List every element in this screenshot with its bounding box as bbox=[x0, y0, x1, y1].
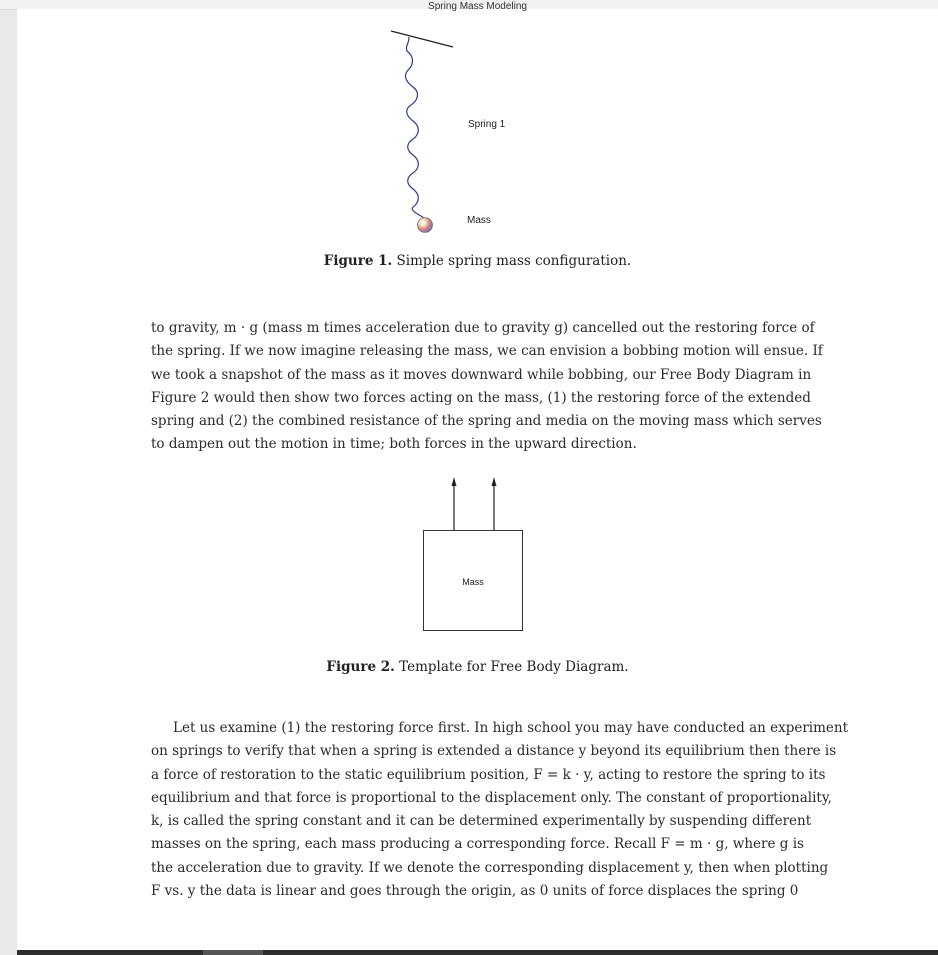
paragraph-1-line: the spring. If we now imagine releasing the mass, we can envision a bobbing motion will ensue. If bbox=[151, 343, 823, 360]
force-arrowhead-1 bbox=[452, 477, 457, 486]
paragraph-2-line: F vs. y the data is linear and goes through the origin, as 0 units of force displaces the spring 0 bbox=[151, 883, 799, 900]
figure2-caption-lead: Figure 2. bbox=[326, 659, 395, 675]
spring-label: Spring 1 bbox=[468, 119, 506, 130]
mass-label: Mass bbox=[467, 215, 491, 226]
figure2-caption-text: Template for Free Body Diagram. bbox=[399, 659, 629, 675]
horizontal-scrollbar[interactable] bbox=[17, 950, 938, 955]
document-page bbox=[17, 1, 938, 950]
paragraph-2-line: a force of restoration to the static equilibrium position, F = k · y, acting to restore the spring to its bbox=[151, 766, 826, 783]
paragraph-1-line: to gravity, m · g (mass m times acceleration due to gravity g) cancelled out the restoring force of bbox=[151, 320, 815, 336]
paragraph-1-line: Figure 2 would then show two forces acting on the mass, (1) the restoring force of the extended bbox=[151, 389, 811, 406]
paragraph-2-line: masses on the spring, each mass producing a corresponding force. Recall F = m · g, where g is bbox=[151, 836, 804, 853]
figure1-title: Spring Mass Modeling bbox=[428, 1, 527, 12]
paragraph-2-line: the acceleration due to gravity. If we denote the corresponding displacement y, then when plotting bbox=[151, 859, 829, 876]
figure1-caption-text: Simple spring mass configuration. bbox=[396, 253, 632, 269]
paragraph-1-line: spring and (2) the combined resistance of the spring and media on the moving mass which serves bbox=[151, 413, 822, 430]
figure1-caption-lead: Figure 1. bbox=[323, 253, 393, 269]
paragraph-1-line: to dampen out the motion in time; both forces in the upward direction. bbox=[151, 436, 637, 453]
scrollbar-thumb[interactable] bbox=[203, 950, 263, 955]
paragraph-2-line: on springs to verify that when a spring is extended a distance y beyond its equilibrium then there is bbox=[151, 743, 837, 760]
paragraph-2-line: equilibrium and that force is proportional to the displacement only. The constant of proportionality, bbox=[151, 789, 832, 806]
mass-box-label: Mass bbox=[462, 577, 484, 587]
force-arrowhead-2 bbox=[492, 477, 497, 486]
paragraph-2-line: Let us examine (1) the restoring force first. In high school you may have conducted an experiment bbox=[173, 720, 849, 736]
paragraph-2-line: k, is called the spring constant and it can be determined experimentally by suspending different bbox=[151, 813, 812, 830]
figure2-caption bbox=[17, 659, 938, 675]
mass-box bbox=[423, 530, 523, 631]
paragraph-1-line: we took a snapshot of the mass as it moves downward while bobbing, our Free Body Diagram in bbox=[151, 366, 812, 383]
paragraph-2 bbox=[151, 717, 849, 903]
